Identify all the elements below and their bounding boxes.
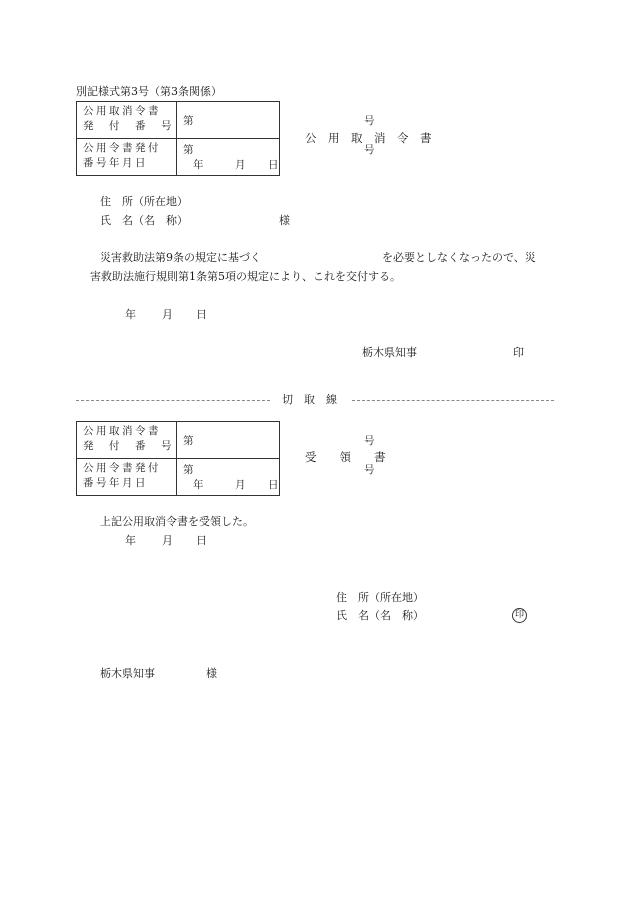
receipt-seal: 印 — [512, 608, 527, 623]
receipt-address-label: 住 所（所在地） — [336, 591, 424, 604]
date-day: 日 — [196, 308, 207, 321]
receipt-date-year: 年 — [125, 534, 136, 547]
order-number-date-label: 公用令書発付 番号年月日 — [77, 139, 177, 176]
address-label: 住 所（所在地） — [100, 195, 188, 208]
receipt-addressee: 栃木県知事 — [100, 667, 155, 680]
receipt-statement: 上記公用取消令書を受領した。 — [100, 515, 254, 528]
issuer: 栃木県知事 — [362, 346, 417, 359]
date-year: 年 — [125, 308, 136, 321]
receipt-name-label: 氏 名（名 称） — [336, 609, 424, 622]
name-honorific: 様 — [279, 214, 290, 227]
issue-number-table — [76, 101, 375, 176]
body-text-line1-b: を必要としなくなったので、災 — [382, 251, 536, 264]
receipt-order-number-date-value[interactable]: 第 号 年 月 日 — [177, 459, 280, 496]
date-month: 月 — [162, 308, 173, 321]
body-text-line2: 害救助法施行規則第1条第5項の規定により、これを交付する。 — [90, 270, 401, 283]
cut-line-right — [352, 400, 554, 401]
receipt-addressee-honorific: 様 — [206, 667, 217, 680]
doc-title: 公 用 取 消 令 書 — [305, 131, 432, 145]
name-label: 氏 名（名 称） — [100, 214, 188, 227]
receipt-order-number-date-label: 公用令書発付 番号年月日 — [77, 459, 177, 496]
receipt-title: 受 領 書 — [305, 450, 386, 464]
issue-number-value[interactable]: 第 号 — [177, 102, 280, 139]
cut-line-label: 切 取 線 — [282, 393, 337, 406]
receipt-issue-number-value[interactable]: 第 号 — [177, 422, 280, 459]
issuer-seal-mark: 印 — [513, 346, 524, 359]
cut-line-left — [76, 400, 270, 401]
receipt-date-day: 日 — [196, 534, 207, 547]
issue-number-label: 公用取消令書 発 付 番 号 — [77, 102, 177, 139]
form-title: 別記様式第3号（第3条関係） — [76, 85, 222, 98]
order-number-date-value[interactable]: 第 号 年 月 日 — [177, 139, 280, 176]
receipt-date-month: 月 — [162, 534, 173, 547]
receipt-issue-number-label: 公用取消令書 発 付 番 号 — [77, 422, 177, 459]
body-text-line1-a: 災害救助法第9条の規定に基づく — [100, 251, 261, 264]
